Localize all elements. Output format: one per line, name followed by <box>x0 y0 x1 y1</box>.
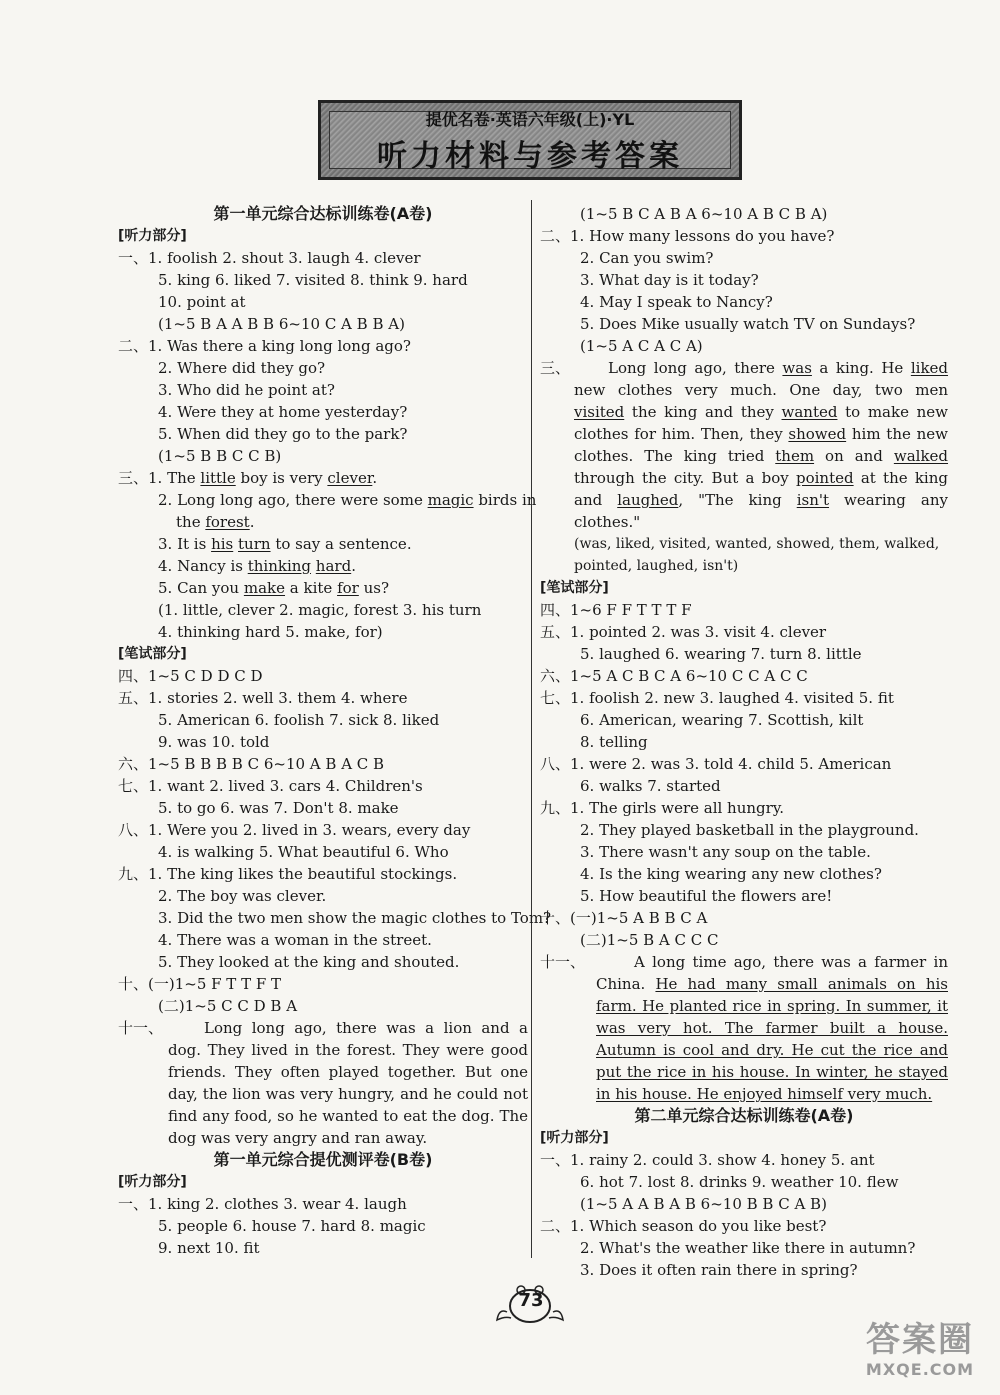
answer-line: 6. American, wearing 7. Scottish, kilt <box>580 711 864 729</box>
answer-line: 四、1~5 C D D C D <box>118 667 263 685</box>
answer-line: 2. Can you swim? <box>580 249 714 267</box>
section-title-unit1-a: 第一单元综合达标训练卷(A卷) <box>213 204 433 223</box>
answer-line: 一、1. king 2. clothes 3. wear 4. laugh <box>118 1195 407 1213</box>
answer-line: 六、1~5 A C B C A 6~10 C C A C C <box>540 667 808 685</box>
right-column <box>540 203 948 1281</box>
watermark-logo: 答案圈 <box>866 1320 974 1360</box>
answer-line: 六、1~5 B B B B C 6~10 A B A C B <box>118 755 385 773</box>
answer-line: (1~5 A C A C A) <box>580 337 703 355</box>
passage-text: A long time ago, there was a farmer in China. He had many small animals on his farm. He planted rice in spring. In summer, it was very hot. The farmer built a house. Autumn is cool and dry. He cut the rice and put the rice in his house. In winter, he stayed in his house. He enjoyed himself very much. <box>596 953 948 1103</box>
answer-line: 3. Who did he point at? <box>158 381 335 399</box>
answer-line: 5. When did they go to the park? <box>158 425 408 443</box>
answer-line: 2. The boy was clever. <box>158 887 327 905</box>
written-heading: [笔试部分] <box>118 646 187 662</box>
answer-line: 二、1. Which season do you like best? <box>540 1217 827 1235</box>
answer-line: 4. Nancy is thinking hard. <box>158 557 356 575</box>
answer-line: 6. hot 7. lost 8. drinks 9. weather 10. flew <box>580 1173 899 1191</box>
written-heading: [笔试部分] <box>540 580 609 596</box>
answer-line: 八、1. were 2. was 3. told 4. child 5. American <box>540 755 892 773</box>
answer-line: 5. to go 6. was 7. Don't 8. make <box>158 799 399 817</box>
section-title-unit2-a: 第二单元综合达标训练卷(A卷) <box>634 1106 854 1125</box>
answer-line: 5. laughed 6. wearing 7. turn 8. little <box>580 645 862 663</box>
answer-line: 3. Did the two men show the magic clothes to Tom? <box>158 909 552 927</box>
answer-line: 十、(一)1~5 F T T F T <box>118 975 282 993</box>
answer-line: 5. American 6. foolish 7. sick 8. liked <box>158 711 440 729</box>
answer-line: 2. Where did they go? <box>158 359 326 377</box>
answer-line: 九、1. The girls were all hungry. <box>540 799 785 817</box>
listening-heading: [听力部分] <box>118 228 187 244</box>
passage-answers: (was, liked, visited, wanted, showed, them, walked, pointed, laughed, isn't) <box>574 536 940 574</box>
answer-line: 一、1. rainy 2. could 3. show 4. honey 5. ant <box>540 1151 875 1169</box>
answer-line: 4. Is the king wearing any new clothes? <box>580 865 882 883</box>
page-number: 73 <box>518 1290 544 1311</box>
watermark-url: MXQE.COM <box>865 1360 975 1379</box>
question-label: 十一、 <box>118 1019 164 1037</box>
answer-line: 6. walks 7. started <box>580 777 721 795</box>
answer-line: the forest. <box>176 513 255 531</box>
page-title: 听力材料与参考答案 <box>377 139 683 174</box>
passage-answer <box>540 357 948 577</box>
passage-text: Long long ago, there was a lion and a dog. They lived in the forest. They were good friends. They often played together. But one day, the lion was very hungry, and he could not find any food, so he wanted to eat the dog. The dog was very angry and ran away. <box>168 1019 528 1147</box>
answer-line: 二、1. How many lessons do you have? <box>540 227 835 245</box>
answer-line: 2. What's the weather like there in autumn? <box>580 1239 916 1257</box>
answer-line: 4. May I speak to Nancy? <box>580 293 773 311</box>
answer-line: 三、1. The little boy is very clever. <box>118 469 378 487</box>
answer-line: (1~5 B B C C B) <box>158 447 282 465</box>
question-label: 十一、 <box>540 953 586 971</box>
answer-line: 七、1. want 2. lived 3. cars 4. Children's <box>118 777 423 795</box>
answer-line: 十、(一)1~5 A B B C A <box>540 909 708 927</box>
column-divider <box>531 200 532 1258</box>
answer-line: 2. Long long ago, there were some magic birds in <box>158 491 537 509</box>
answer-line: 五、1. pointed 2. was 3. visit 4. clever <box>540 623 827 641</box>
title-banner <box>318 100 742 180</box>
answer-line: 4. Were they at home yesterday? <box>158 403 408 421</box>
answer-line: 3. There wasn't any soup on the table. <box>580 843 871 861</box>
answer-line: (二)1~5 C C D B A <box>158 997 298 1015</box>
answer-line: 七、1. foolish 2. new 3. laughed 4. visited 5. fit <box>540 689 894 707</box>
answer-line: 五、1. stories 2. well 3. them 4. where <box>118 689 408 707</box>
answer-line: 5. How beautiful the flowers are! <box>580 887 833 905</box>
section-title-unit1-b: 第一单元综合提优测评卷(B卷) <box>213 1150 433 1169</box>
answer-line: 2. They played basketball in the playground. <box>580 821 919 839</box>
answer-line: 4. There was a woman in the street. <box>158 931 432 949</box>
answer-line: 5. people 6. house 7. hard 8. magic <box>158 1217 426 1235</box>
answer-line: (1~5 B C A B A 6~10 A B C B A) <box>580 205 828 223</box>
answer-line: 5. Can you make a kite for us? <box>158 579 389 597</box>
passage-answer <box>118 1017 528 1149</box>
answer-line: 3. Does it often rain there in spring? <box>580 1261 858 1279</box>
answer-line: (1. little, clever 2. magic, forest 3. his turn <box>158 601 482 619</box>
answer-line: 九、1. The king likes the beautiful stockings. <box>118 865 458 883</box>
answer-line: (二)1~5 B A C C C <box>580 931 719 949</box>
answer-line: 八、1. Were you 2. lived in 3. wears, every day <box>118 821 471 839</box>
answer-line: 四、1~6 F F T T T F <box>540 601 692 619</box>
answer-line: 9. next 10. fit <box>158 1239 260 1257</box>
listening-heading: [听力部分] <box>118 1174 187 1190</box>
answer-line: 5. king 6. liked 7. visited 8. think 9. hard <box>158 271 468 289</box>
passage-text: Long long ago, there was a king. He liked new clothes very much. One day, two men visited the king and they wanted to make new clothes for him. Then, they showed him the new clothes. The king tried them on and walked through the city. But a boy pointed at the king and laughed, "The king isn't wearing any clothes." <box>574 359 949 531</box>
answer-line: 5. Does Mike usually watch TV on Sundays? <box>580 315 916 333</box>
answer-line: 5. They looked at the king and shouted. <box>158 953 460 971</box>
question-label: 三、 <box>540 359 571 377</box>
book-subtitle: 提优名卷·英语六年级(上)·YL <box>425 110 635 129</box>
answer-line: 一、1. foolish 2. shout 3. laugh 4. clever <box>118 249 421 267</box>
answer-line: 10. point at <box>158 293 246 311</box>
passage-answer <box>540 951 948 1105</box>
answer-line: 3. It is his turn to say a sentence. <box>158 535 412 553</box>
listening-heading: [听力部分] <box>540 1130 609 1146</box>
left-column <box>118 203 552 1259</box>
answer-line: 3. What day is it today? <box>580 271 759 289</box>
answer-line: 4. is walking 5. What beautiful 6. Who <box>158 843 449 861</box>
answer-line: 4. thinking hard 5. make, for) <box>158 623 383 641</box>
answer-line: (1~5 B A A B B 6~10 C A B B A) <box>158 315 405 333</box>
answer-line: 8. telling <box>580 733 648 751</box>
answer-line: 9. was 10. told <box>158 733 270 751</box>
answer-line: (1~5 A A B A B 6~10 B B C A B) <box>580 1195 827 1213</box>
answer-line: 二、1. Was there a king long long ago? <box>118 337 411 355</box>
watermark <box>850 1320 990 1390</box>
